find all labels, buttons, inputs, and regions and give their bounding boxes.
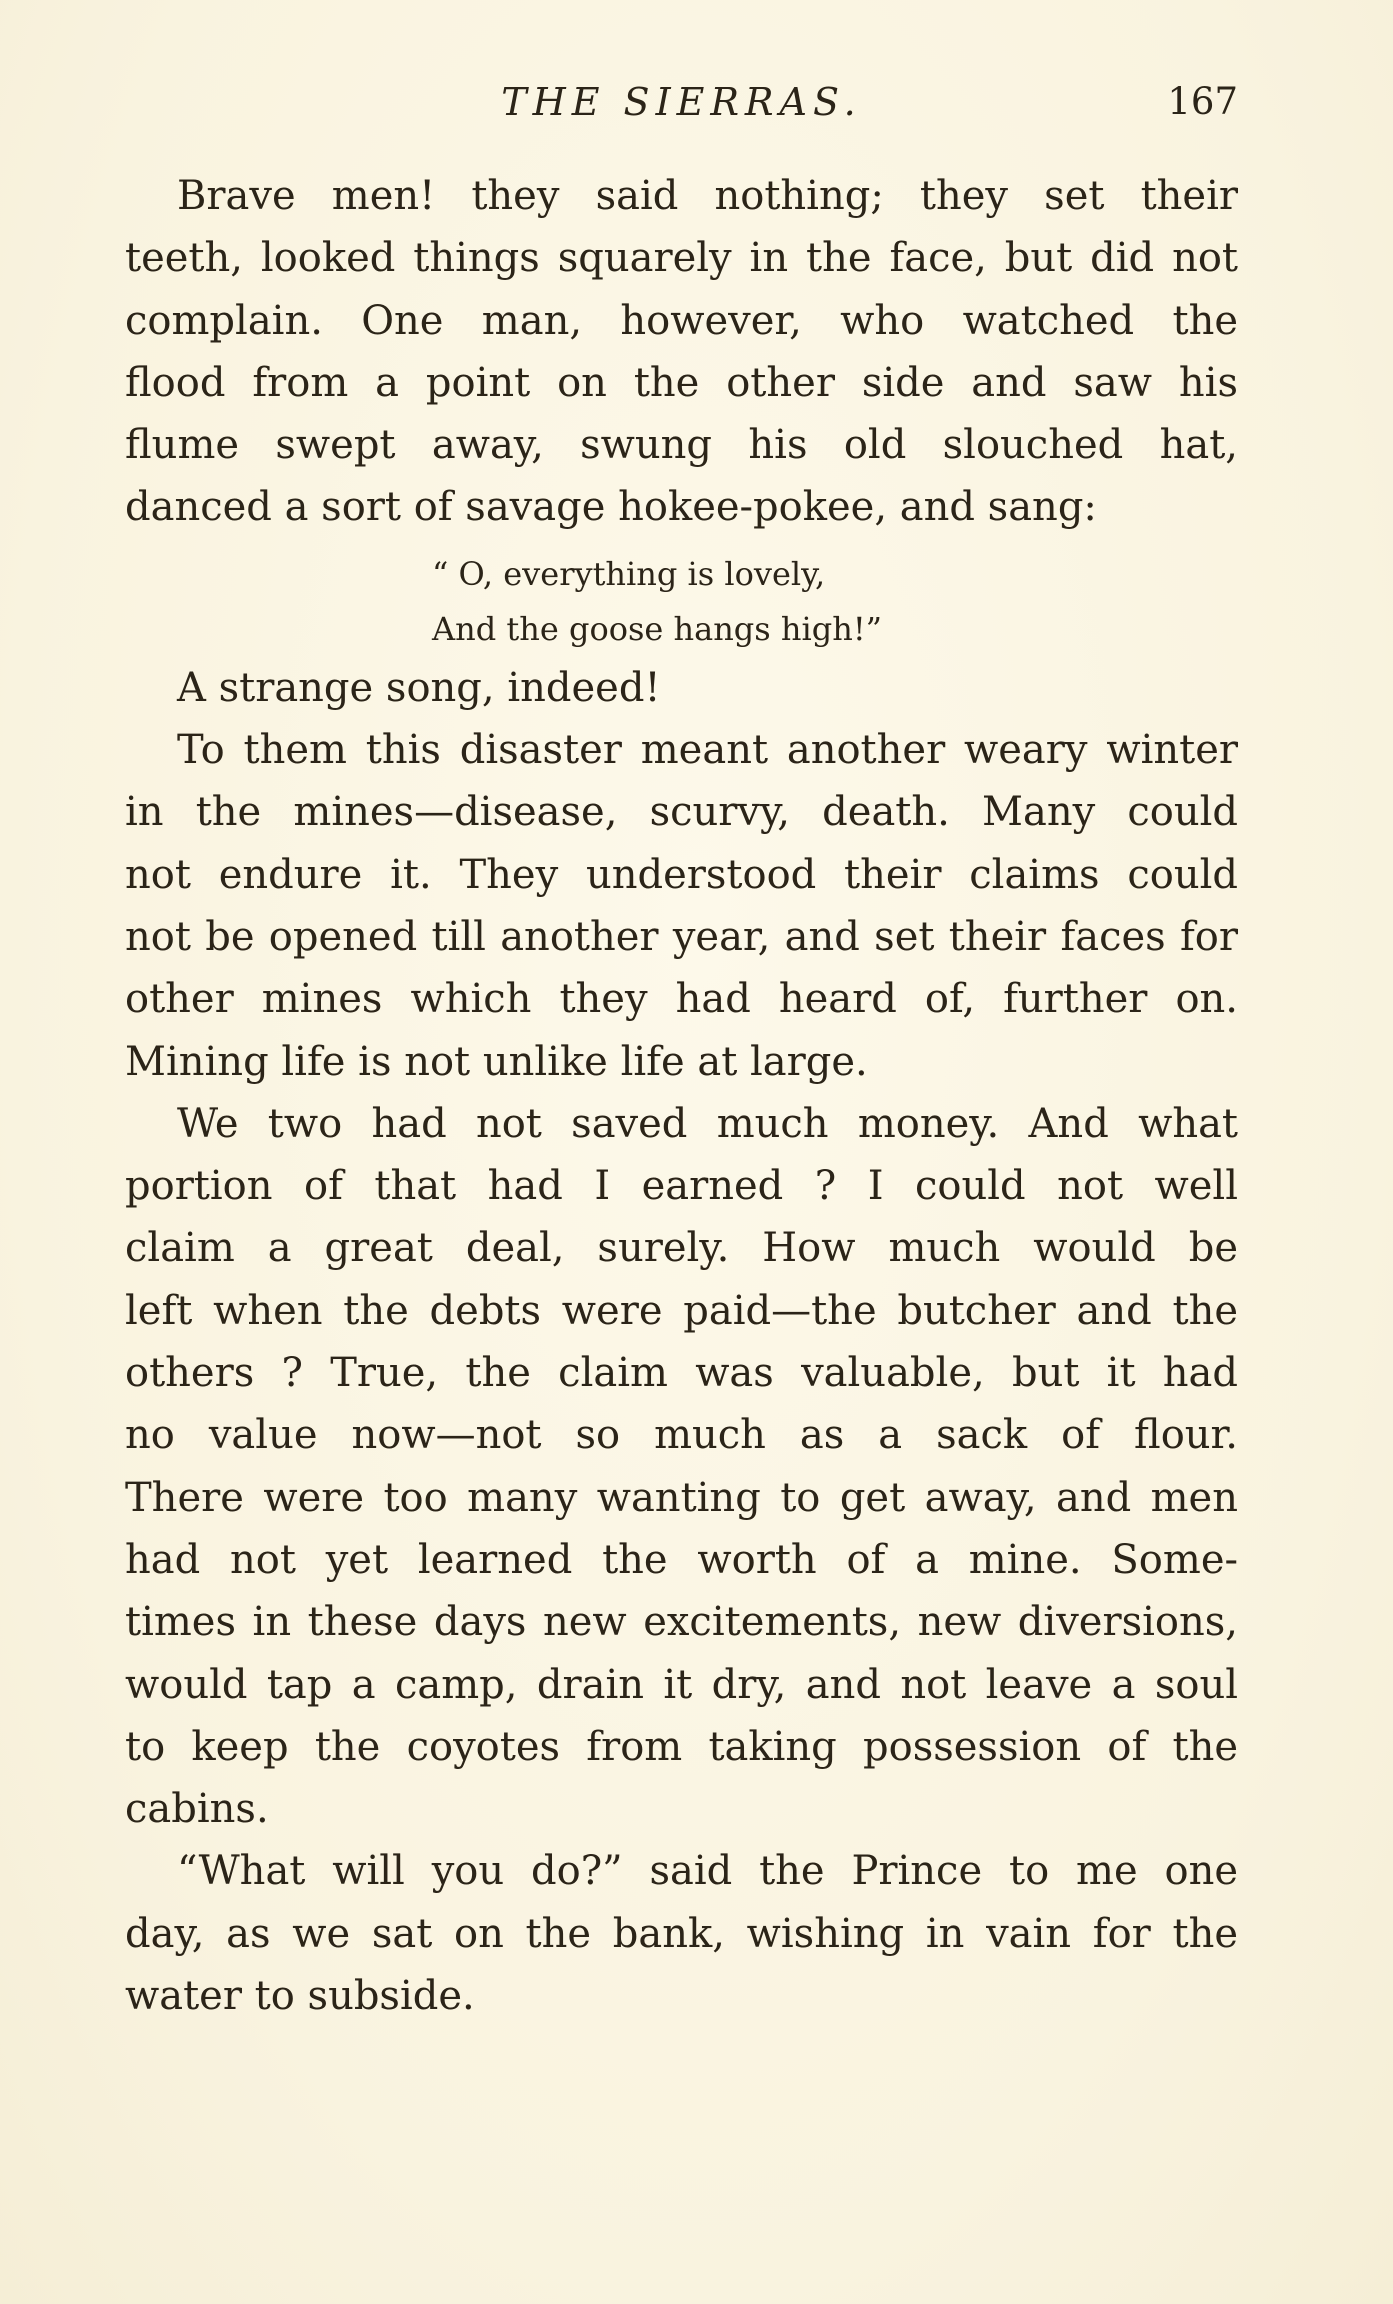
text-line: times in these days new excitements, new diversions,: [125, 1599, 1238, 1646]
text-line: day, as we sat on the bank, wishing in vain for the: [125, 1910, 1238, 1957]
text-line: We two had not saved much money. And what: [177, 1100, 1238, 1147]
text-line: other mines which they had heard of, further on.: [125, 976, 1238, 1023]
text-line: Mining life is not unlike life at large.: [125, 1038, 868, 1085]
text-line: not endure it. They understood their claims could: [125, 851, 1238, 898]
page-number: 167: [1167, 80, 1238, 123]
paragraph-3: [125, 719, 1238, 1093]
text-line: no value now—not so much as a sack of flour.: [125, 1412, 1238, 1459]
page-header: [125, 80, 1238, 130]
text-line: had not yet learned the worth of a mine. Some-: [125, 1536, 1238, 1583]
verse-quote: [432, 547, 882, 657]
paragraph-2: [125, 657, 1238, 719]
text-line: complain. One man, however, who watched the: [125, 297, 1238, 344]
text-line: would tap a camp, drain it dry, and not leave a soul: [125, 1661, 1238, 1708]
text-line: water to subside.: [125, 1973, 475, 2020]
text-line: flume swept away, swung his old slouched hat,: [125, 422, 1238, 469]
body-text: [125, 165, 1238, 2027]
text-line: Brave men! they said nothing; they set their: [177, 173, 1238, 219]
text-line: To them this disaster meant another weary winter: [177, 727, 1238, 774]
text-line: A strange song, indeed!: [177, 664, 661, 711]
verse-line: “ O, everything is lovely,: [432, 555, 826, 593]
text-line: flood from a point on the other side and saw his: [125, 359, 1238, 406]
running-head: THE SIERRAS.: [501, 80, 862, 124]
text-line: teeth, looked things squarely in the face, but did not: [125, 235, 1238, 282]
text-line: claim a great deal, surely. How much would be: [125, 1225, 1238, 1272]
paragraph-4: [125, 1093, 1238, 1841]
text-line: danced a sort of savage hokee-pokee, and sang:: [125, 484, 1097, 531]
text-line: others ? True, the claim was valuable, but it had: [125, 1350, 1238, 1397]
text-line: “What will you do?” said the Prince to me one: [177, 1848, 1238, 1895]
paragraph-5: [125, 1840, 1238, 2027]
text-line: left when the debts were paid—the butcher and the: [125, 1287, 1238, 1334]
text-line: not be opened till another year, and set their faces for: [125, 913, 1238, 960]
paragraph-1: [125, 165, 1238, 539]
text-line: portion of that had I earned ? I could not well: [125, 1163, 1238, 1210]
text-line: in the mines—disease, scurvy, death. Many could: [125, 789, 1238, 836]
text-line: There were too many wanting to get away, and men: [125, 1474, 1238, 1521]
text-line: cabins.: [125, 1786, 269, 1833]
text-line: to keep the coyotes from taking possession of the: [125, 1723, 1238, 1770]
verse-line: And the goose hangs high!”: [432, 610, 883, 648]
